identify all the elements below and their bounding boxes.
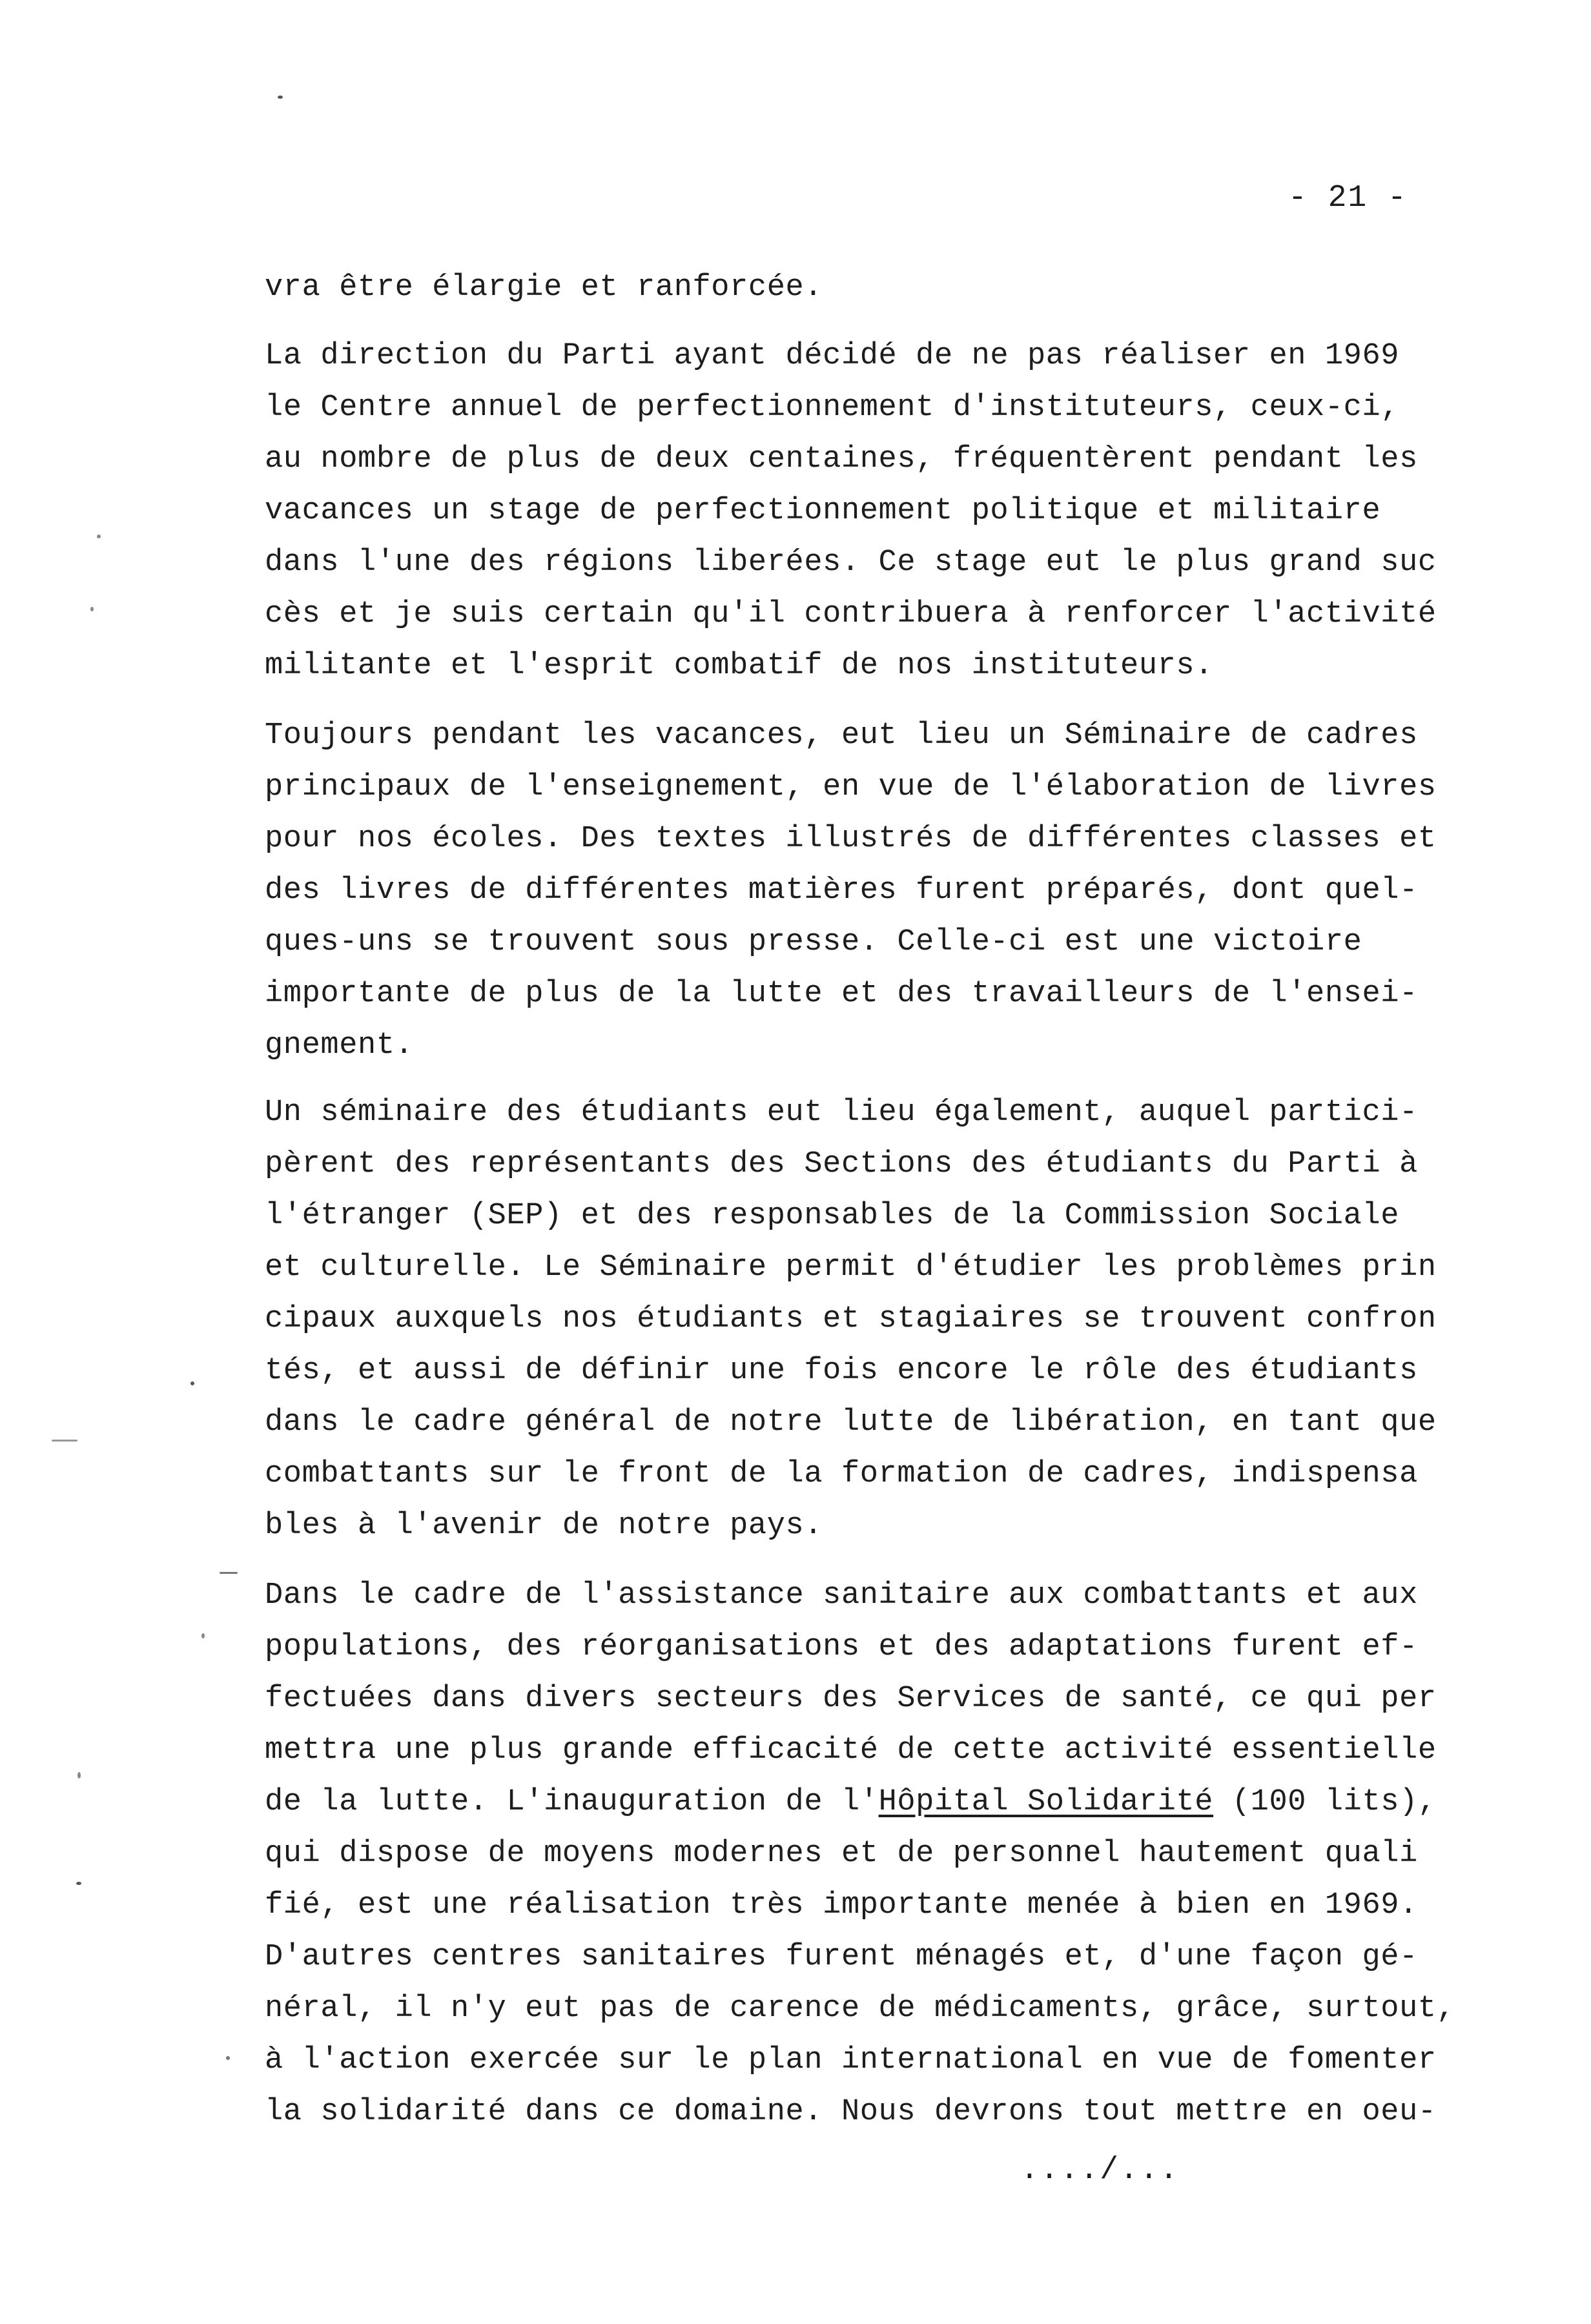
text-line: gnement.	[265, 1028, 414, 1063]
text-line: des livres de différentes matières furent préparés, dont quel-	[265, 873, 1418, 908]
text-line: de la lutte. L'inauguration de l'Hôpital Solidarité (100 lits),	[265, 1785, 1437, 1819]
scan-speck	[278, 96, 283, 99]
text-line: tés, et aussi de définir une fois encore le rôle des étudiants	[265, 1354, 1418, 1388]
scan-speck	[220, 1572, 238, 1574]
scan-speck	[190, 1381, 194, 1385]
text-line: combattants sur le front de la formation de cadres, indispensa	[265, 1457, 1418, 1491]
text-line: à l'action exercée sur le plan international en vue de fomenter	[265, 2043, 1437, 2077]
text-line: le Centre annuel de perfectionnement d'instituteurs, ceux-ci,	[265, 391, 1400, 425]
scan-speck	[52, 1440, 77, 1442]
scan-speck	[76, 1882, 81, 1885]
scan-speck	[97, 535, 101, 538]
text-line: mettra une plus grande efficacité de cette activité essentielle	[265, 1733, 1437, 1768]
text-line: pour nos écoles. Des textes illustrés de différentes classes et	[265, 822, 1437, 856]
text-line: vra être élargie et ranforcée.	[265, 270, 823, 305]
text-line: importante de plus de la lutte et des travailleurs de l'ensei-	[265, 977, 1418, 1011]
text-line: cès et je suis certain qu'il contribuera à renforcer l'activité	[265, 597, 1437, 631]
text-line: et culturelle. Le Séminaire permit d'étudier les problèmes prin	[265, 1250, 1437, 1285]
text-line: dans l'une des régions liberées. Ce stage eut le plus grand suc	[265, 545, 1437, 580]
text-line: D'autres centres sanitaires furent ménagés et, d'une façon gé-	[265, 1940, 1418, 1974]
text-line: vacances un stage de perfectionnement politique et militaire	[265, 494, 1381, 528]
scan-speck	[90, 607, 94, 611]
text-line: Dans le cadre de l'assistance sanitaire aux combattants et aux	[265, 1578, 1418, 1613]
continuation-mark: ..../...	[1020, 2153, 1180, 2188]
text-line: la solidarité dans ce domaine. Nous devrons tout mettre en oeu-	[265, 2095, 1437, 2129]
scan-speck	[201, 1633, 205, 1638]
text-line: ques-uns se trouvent sous presse. Celle-ci est une victoire	[265, 925, 1362, 959]
scan-speck	[226, 2056, 230, 2060]
text-line: Un séminaire des étudiants eut lieu également, auquel partici-	[265, 1096, 1418, 1130]
text-line: néral, il n'y eut pas de carence de médicaments, grâce, surtout,	[265, 1992, 1455, 2026]
text-line: principaux de l'enseignement, en vue de l'élaboration de livres	[265, 770, 1437, 804]
text-line: l'étranger (SEP) et des responsables de la Commission Sociale	[265, 1199, 1400, 1233]
text-line: cipaux auxquels nos étudiants et stagiaires se trouvent confron	[265, 1302, 1437, 1336]
text-line: militante et l'esprit combatif de nos instituteurs.	[265, 649, 1214, 683]
text-line: La direction du Parti ayant décidé de ne pas réaliser en 1969	[265, 339, 1400, 373]
page-number: - 21 -	[1288, 181, 1408, 216]
scan-speck	[77, 1772, 81, 1779]
text-line: bles à l'avenir de notre pays.	[265, 1509, 823, 1543]
text-line: qui dispose de moyens modernes et de personnel hautement quali	[265, 1837, 1418, 1871]
text-line: populations, des réorganisations et des adaptations furent ef-	[265, 1630, 1418, 1664]
text-line: pèrent des représentants des Sections des étudiants du Parti à	[265, 1147, 1418, 1181]
text-line: fectuées dans divers secteurs des Services de santé, ce qui per	[265, 1682, 1437, 1716]
text-line: Toujours pendant les vacances, eut lieu un Séminaire de cadres	[265, 719, 1418, 753]
underlined-text: Hôpital Solidarité	[878, 1785, 1214, 1819]
text-line: au nombre de plus de deux centaines, fréquentèrent pendant les	[265, 442, 1418, 476]
text-line: dans le cadre général de notre lutte de libération, en tant que	[265, 1405, 1437, 1440]
text-line: fié, est une réalisation très importante menée à bien en 1969.	[265, 1888, 1418, 1922]
